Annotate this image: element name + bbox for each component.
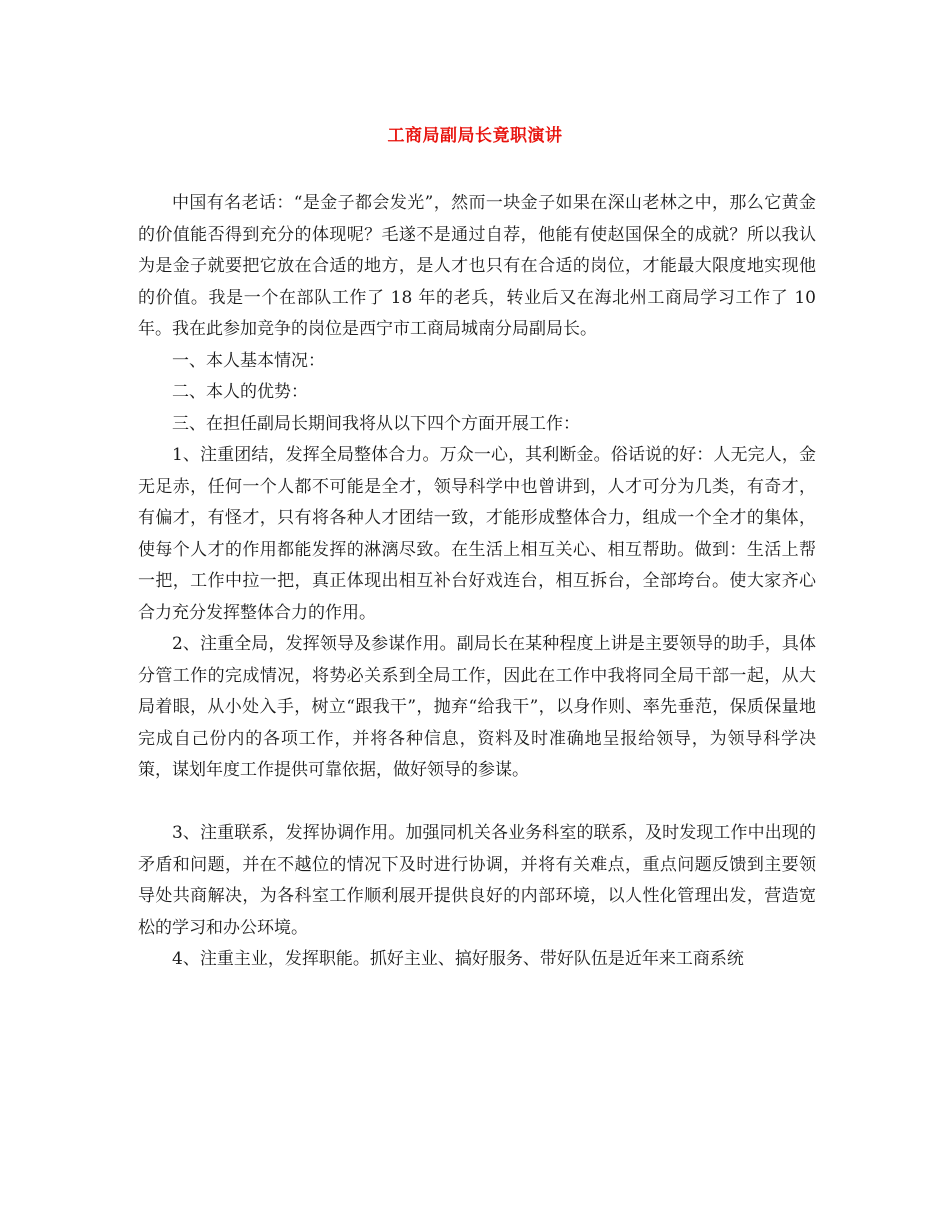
paragraph-heading-3: 三、在担任副局长期间我将从以下四个方面开展工作： <box>172 413 580 434</box>
paragraph-heading-1: 一、本人基本情况： <box>172 350 325 371</box>
paragraph-item-1: 1、注重团结，发挥全局整体合力。万众一心，其利断金。俗话说的好：人无完人，金无足赤，任何一个人都不可能是全才，领导科学中也曾讲到，人才可分为几类，有奇才，有偏才，有怪才，只有将各种人才团结一致，才能形成整体合力，组成一个全才的集体，使每个人才的作用都能发挥的淋漓尽致。在生活上相互关心、相互帮助。做到：生活上帮一把，工作中拉一把，真正体现出相互补台好戏连台，相互拆台，全部垮台。使大家齐心合力充分发挥整体合力的作用。 <box>138 445 816 623</box>
paragraph-intro: 中国有名老话：“是金子都会发光”，然而一块金子如果在深山老林之中，那么它黄金的价值能否得到充分的体现呢？毛遂不是通过自荐，他能有使赵国保全的成就？所以我认为是金子就要把它放在合适的地方，是人才也只有在合适的岗位，才能最大限度地实现他的价值。我是一个在部队工作了 18 年的老兵，转业后又在海北州工商局学习工作了 10 年。我在此参加竞争的岗位是西宁市工商局城南分局副局长。 <box>138 193 816 339</box>
document-body <box>138 188 816 976</box>
paragraph-item-3: 3、注重联系，发挥协调作用。加强同机关各业务科室的联系，及时发现工作中出现的矛盾和问题，并在不越位的情况下及时进行协调，并将有关难点，重点问题反馈到主要领导处共商解决，为各科室工作顺利展开提供良好的内部环境，以人性化管理出发，营造宽松的学习和办公环境。 <box>138 823 816 938</box>
paragraph-heading-2: 二、本人的优势： <box>172 382 308 402</box>
paragraph-item-4: 4、注重主业，发挥职能。抓好主业、搞好服务、带好队伍是近年来工商系统 <box>172 949 744 969</box>
document-title: 工商局副局长竟职演讲 <box>387 126 563 146</box>
paragraph-item-2: 2、注重全局，发挥领导及参谋作用。副局长在某种程度上讲是主要领导的助手，具体分管工作的完成情况，将势必关系到全局工作，因此在工作中我将同全局干部一起，从大局着眼，从小处入手，树立“跟我干”，抛弃“给我干”，以身作则、率先垂范，保质保量地完成自己份内的各项工作，并将各种信息，资料及时准确地呈报给领导，为领导科学决策，谋划年度工作提供可靠依据，做好领导的参谋。 <box>138 634 816 780</box>
